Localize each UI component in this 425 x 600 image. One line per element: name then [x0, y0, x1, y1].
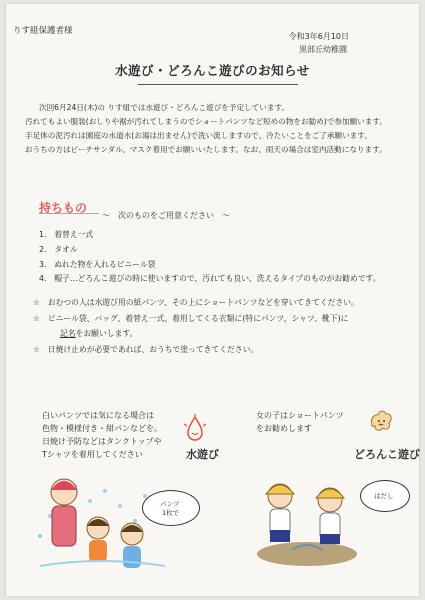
water-drop-icon [182, 414, 208, 444]
bring-heading: 持ちもの [39, 201, 88, 215]
left-box-line-1: 白いパンツでは気になる場合は [42, 411, 154, 420]
mud-play-label: どろんこ遊び [354, 448, 420, 461]
note-1: ☆ おむつの人は水遊び用の紙パンツ、その上にショートパンツなどを穿いてきてください。 [33, 298, 359, 307]
left-box-line-2: 色物・模様付き・紺パンなどを。 [42, 424, 162, 433]
note-3: ☆ 日焼け止めが必要であれば、おうちで塗ってきてください。 [33, 345, 259, 354]
page-title: 水遊び・どろんこ遊びのお知らせ [115, 63, 310, 78]
intro-line-3: 手足体の泥汚れは園庭の水道水(お湯は出ません)で洗い流しますので、冷たいことをご了承願います。 [25, 131, 372, 140]
bring-item-1: 1. 着替え一式 [39, 230, 94, 239]
title-underline [138, 84, 298, 85]
bring-item-3: 3. ぬれた物を入れるビニール袋 [39, 260, 156, 269]
bring-item-2: 2. タオル [39, 245, 78, 254]
name-label-word: 記名 [60, 329, 76, 338]
notice-sheet [6, 4, 419, 596]
water-play-illustration [20, 466, 170, 586]
addressee: りす組保護者様 [13, 26, 73, 36]
right-box-line-1: 女の子はショートパンツ [256, 411, 344, 420]
note-2: ☆ ビニール袋、バッグ、着替え一式、着用してくる衣類に(特にパンツ、シャツ、靴下)に [33, 314, 349, 323]
left-box-line-4: Tシャツを着用してください [42, 450, 143, 459]
mud-splash-icon [368, 406, 394, 434]
bring-item-4: 4. 帽子…どろんこ遊びの時に使いますので、汚れても良い、洗えるタイプのものがお勧めです。 [39, 274, 381, 283]
intro-line-1: 次回6月24日(木)の りす組では水遊び・どろんこ遊びを予定しています。 [39, 103, 290, 112]
bring-subhead: ～ 次のものをご用意ください ～ [102, 211, 230, 220]
issue-date: 令和3年6月10日 [288, 32, 349, 41]
left-box-line-3: 日焼け予防などはタンクトップや [42, 437, 162, 446]
water-play-label: 水遊び [186, 448, 219, 461]
note-2-tail: をお願いします。 [75, 329, 138, 338]
mud-play-illustration [252, 472, 362, 572]
intro-line-4: おうちの方はビーチサンダル、マスク着用でお願いいたします。なお、雨天の場合は室内活動になります。 [25, 145, 387, 154]
intro-line-2: 汚れてもよい服装(おしりや裾が汚れてしまうのでショートパンツなど短めの物をお勧め)で参加願います。 [25, 117, 387, 126]
pants-speech-bubble [142, 490, 200, 526]
bubble-line-1: パンツ [160, 500, 180, 508]
barefoot-speech-bubble [360, 480, 410, 512]
heading-underline [39, 213, 99, 214]
bubble-line-2: 1枚で [162, 509, 180, 517]
barefoot-bubble-text: はだし [374, 492, 394, 500]
school-name: 黒部丘幼稚園 [299, 45, 347, 54]
note-2-cont [60, 329, 137, 339]
right-box-line-2: をお勧めします [256, 424, 312, 433]
